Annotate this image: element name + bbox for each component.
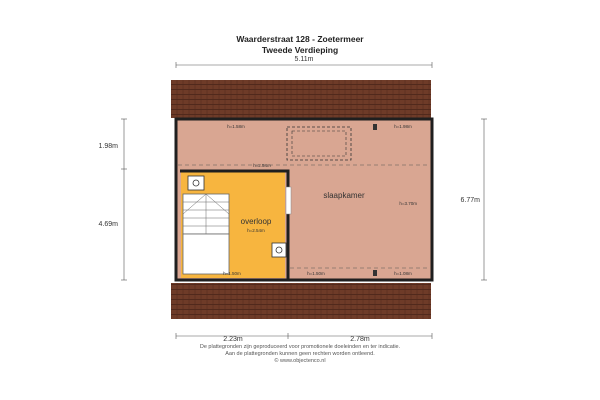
copyright-line: © www.objectenco.nl (274, 358, 326, 364)
staircase (183, 194, 229, 274)
height-bottom-landing: h=1.50m (223, 271, 241, 276)
height-top-right: h=1.98m (394, 124, 412, 129)
dim-right-label: 6.77m (460, 197, 480, 204)
doorway (286, 187, 291, 214)
roof-top (171, 80, 431, 118)
post-bottom (373, 270, 377, 276)
bedroom-height: h=3.70m (399, 201, 417, 206)
skylight (287, 127, 351, 160)
dim-bottom-left-label: 2.23m (223, 336, 243, 343)
disclaimer-line-2: Aan de plattegronden kunnen geen rechten worden ontleend. (225, 351, 375, 357)
bedroom-label: slaapkamer (323, 191, 365, 200)
landing-height: h=2.54m (247, 228, 265, 233)
landing-label: overloop (240, 217, 272, 226)
address-title: Waarderstraat 128 - Zoetermeer (236, 34, 364, 44)
dim-bottom-right-label: 2.78m (350, 336, 370, 343)
height-bottom-right: h=1.08m (394, 271, 412, 276)
height-top-left: h=1.58m (227, 124, 245, 129)
sink-unit (272, 243, 286, 257)
dim-left-upper-label: 1.98m (98, 143, 118, 150)
roof-bottom (171, 283, 431, 319)
disclaimer-line-1: De plattegronden zijn geproduceerd voor promotionele doeleinden en ter indicatie. (199, 344, 401, 350)
boiler-unit (188, 176, 204, 190)
height-mid-beam: h=2.54m (253, 163, 271, 168)
height-bottom-bedroom: h=1.50m (307, 271, 325, 276)
dim-left-lower-label: 4.69m (98, 221, 118, 228)
post-top (373, 124, 377, 130)
floor-title: Tweede Verdieping (261, 45, 339, 55)
dim-top-label: 5.11m (294, 56, 314, 63)
